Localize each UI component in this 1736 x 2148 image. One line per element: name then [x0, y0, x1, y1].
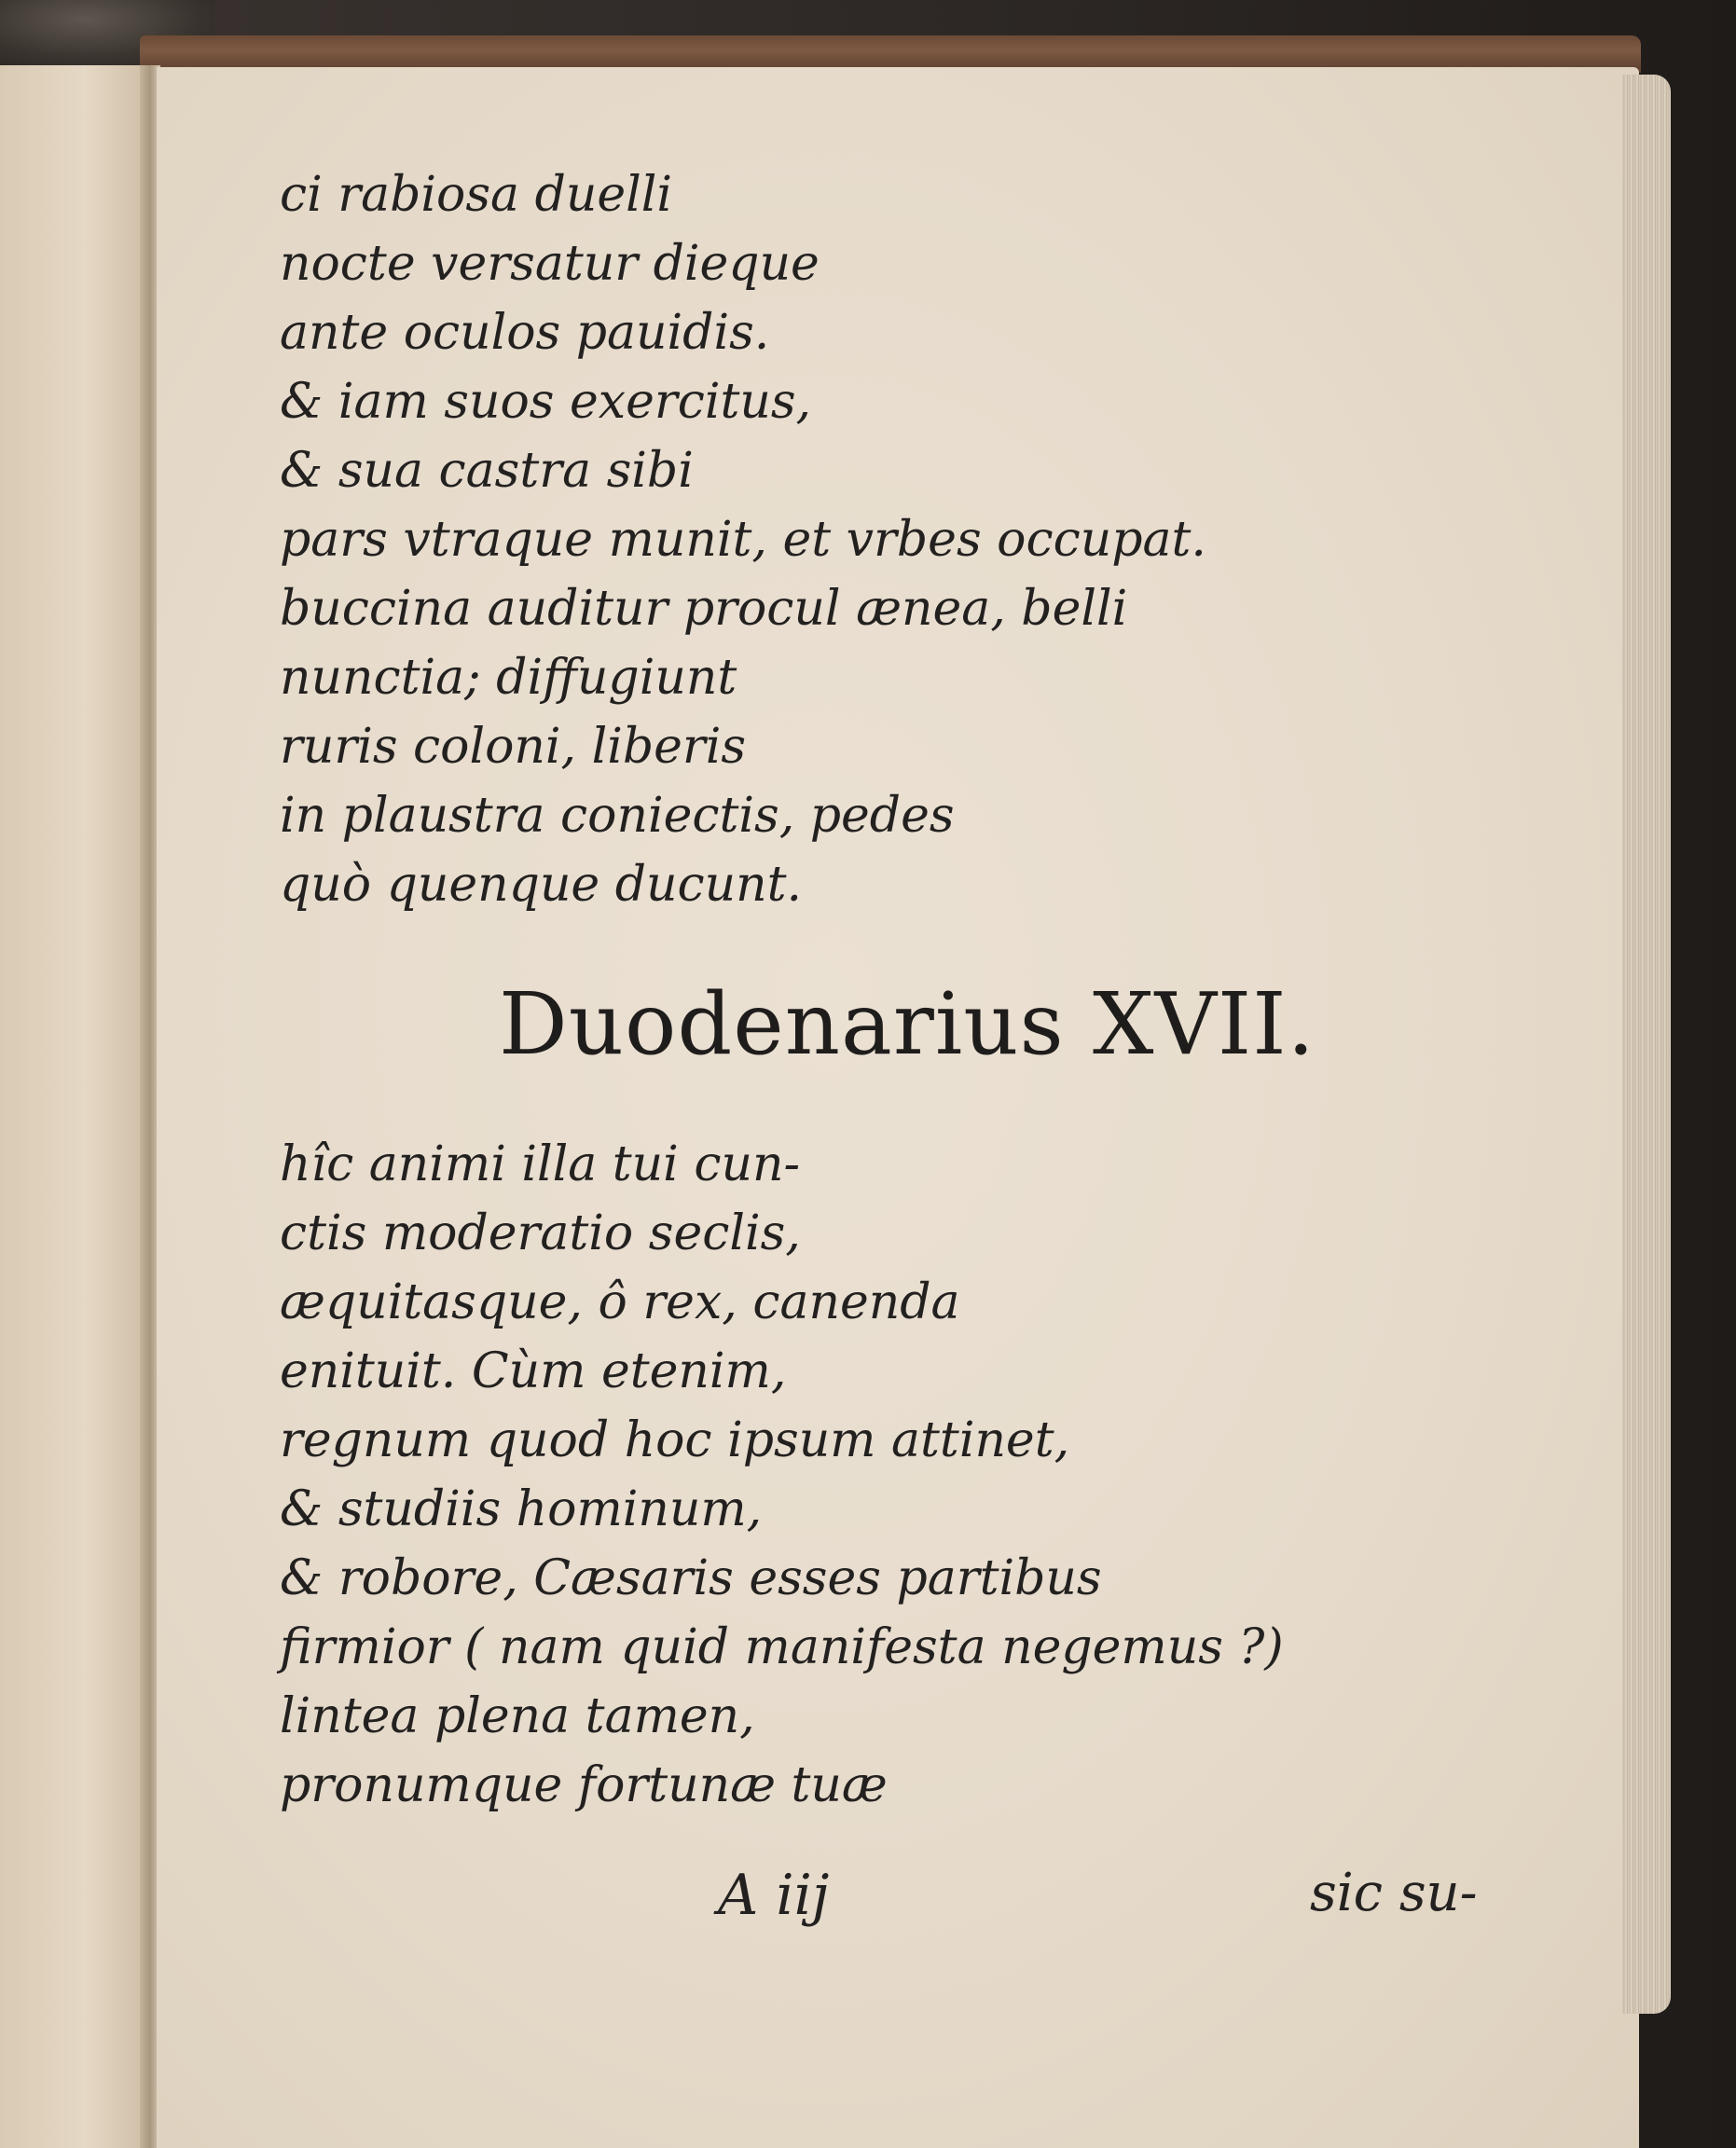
verse-line: nunctia; diffugiunt — [280, 650, 737, 706]
verse-line: lintea plena tamen, — [280, 1688, 755, 1744]
verse-line: regnum quod hoc ipsum attinet, — [280, 1412, 1070, 1468]
page-edges — [1622, 75, 1671, 2014]
verse-line: hîc animi illa tui cun- — [280, 1136, 801, 1192]
verse-line: ci rabiosa duelli — [280, 167, 673, 223]
verse-line: enituit. Cùm etenim, — [280, 1343, 787, 1399]
verse-line: ruris coloni, liberis — [280, 719, 747, 775]
signature-mark: A iij — [718, 1863, 830, 1928]
left-page-edge — [0, 65, 154, 2148]
verse-line: nocte versatur dieque — [280, 236, 820, 292]
verse-line: & iam suos exercitus, — [280, 374, 812, 430]
verse-line: ante oculos pauidis. — [280, 305, 770, 361]
verse-line: pars vtraque munit, et vrbes occupat. — [280, 512, 1206, 568]
section-heading: Duodenarius XVII. — [499, 974, 1316, 1074]
verse-line: quò quenque ducunt. — [280, 857, 803, 913]
verse-line: pronumque fortunæ tuæ — [280, 1757, 888, 1813]
verse-line: æquitasque, ô rex, canenda — [280, 1274, 960, 1330]
verse-block-1 — [280, 160, 1492, 919]
verse-line: ctis moderatio seclis, — [280, 1205, 801, 1261]
verse-line: & studiis hominum, — [280, 1481, 763, 1537]
verse-line: & robore, Cæsaris esses partibus — [280, 1550, 1102, 1606]
verse-line: & sua castra sibi — [280, 443, 694, 499]
verse-line: in plaustra coniectis, pedes — [280, 788, 955, 844]
verse-line: buccina auditur procul ænea, belli — [280, 581, 1128, 637]
verse-line: firmior ( nam quid manifesta negemus ?) — [280, 1619, 1284, 1675]
catchword: sic su- — [1310, 1863, 1478, 1923]
verse-block-2 — [280, 1130, 1492, 1820]
